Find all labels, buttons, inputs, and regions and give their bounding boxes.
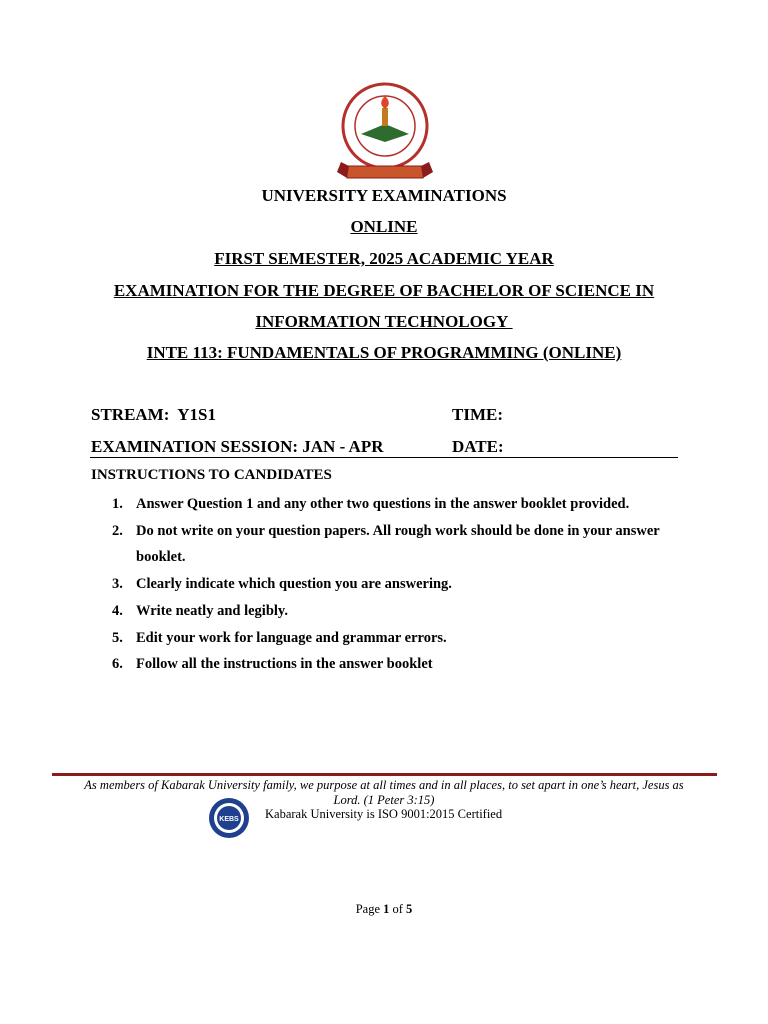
instruction-item: 2. Do not write on your question papers. All rough work should be done in your answer booklet. xyxy=(112,522,660,566)
session-label: EXAMINATION SESSION: JAN - APR xyxy=(91,437,384,456)
instruction-item: 6. Follow all the instructions in the answer booklet xyxy=(112,656,433,673)
instruction-item: 1. Answer Question 1 and any other two questions in the answer booklet provided. xyxy=(112,496,630,512)
instruction-item: 4. Write neatly and legibly. xyxy=(112,602,288,619)
course-title: INTE 113: FUNDAMENTALS OF PROGRAMMING (ONLINE) xyxy=(146,343,622,362)
semester-line: FIRST SEMESTER, 2025 ACADEMIC YEAR xyxy=(214,249,554,268)
footer-divider xyxy=(52,773,717,776)
kebs-seal-icon xyxy=(208,797,250,839)
page-number: Page 1 of 5 xyxy=(355,902,413,916)
instruction-item: 3. Clearly indicate which question you are answering. xyxy=(112,576,452,593)
program-line: INFORMATION TECHNOLOGY xyxy=(255,312,509,331)
instructions-list xyxy=(108,491,708,678)
degree-line: EXAMINATION FOR THE DEGREE OF BACHELOR OF SCIENCE IN xyxy=(113,281,655,300)
page-current: 1 xyxy=(383,902,390,916)
instructions-title: INSTRUCTIONS TO CANDIDATES xyxy=(91,467,332,483)
stream-label: STREAM: xyxy=(91,405,170,424)
stream-value: Y1S1 xyxy=(177,405,217,424)
page-total: 5 xyxy=(406,902,413,916)
time-label: TIME: xyxy=(452,405,503,424)
university-logo xyxy=(337,82,433,188)
svg-text:KEBS: KEBS xyxy=(219,816,239,823)
exam-title: UNIVERSITY EXAMINATIONS xyxy=(261,186,507,205)
meta-divider xyxy=(90,457,678,458)
iso-certification: Kabarak University is ISO 9001:2015 Certified xyxy=(265,807,503,821)
date-label: DATE: xyxy=(452,437,504,456)
exam-mode: ONLINE xyxy=(350,217,418,236)
stream-row xyxy=(91,404,216,426)
instruction-item: 5. Edit your work for language and grammar errors. xyxy=(112,629,447,646)
university-motto: As members of Kabarak University family, we purpose at all times and in all places, to set apart in one’s heart, Jesus as Lord. (1 Peter 3:15) xyxy=(84,778,684,807)
